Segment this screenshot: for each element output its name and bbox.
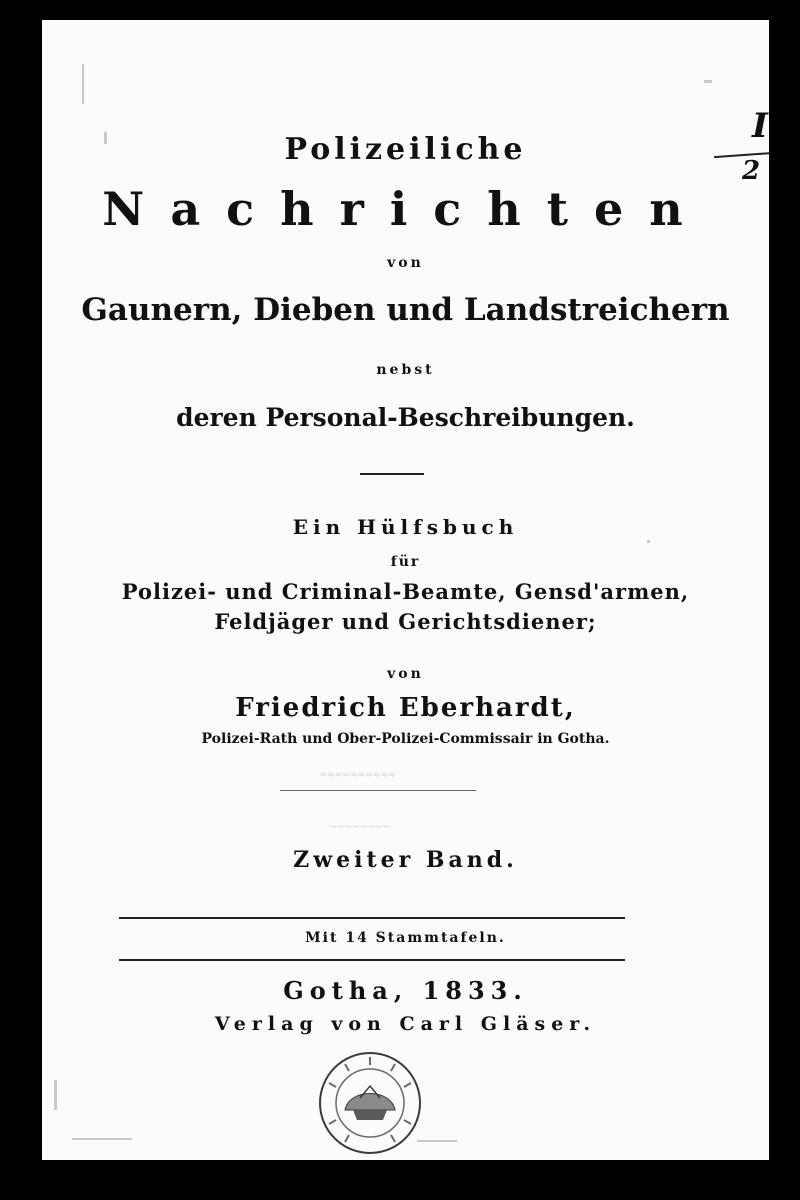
author-von: von [387,666,424,682]
divider-long-top [119,917,625,919]
library-stamp-icon [315,1048,425,1158]
title-line-3: Gaunern, Dieben und Landstreichern [81,292,730,328]
shelfmark-line-1: I [752,106,768,146]
author-name: Friedrich Eberhardt, [235,693,576,723]
subtitle-line-1: Ein Hülfsbuch [292,515,519,539]
faint-ornament: ∼∼∼∼∼∼∼∼ [330,820,391,833]
scan-speck [72,1138,132,1140]
shelfmark-line-2: 2 [742,156,761,186]
plates-note: Mit 14 Stammtafeln. [305,930,506,946]
audience-line-2: Feldjäger und Gerichtsdiener; [214,609,597,634]
audience-line-1: Polizei- und Criminal-Beamte, Gensd'armen, [121,579,690,604]
title-line-1: Polizeiliche [284,132,527,167]
title-line-4: deren Personal-Beschreibungen. [176,403,635,432]
faint-ornament: ≈≈≈≈≈≈≈≈≈≈ [320,768,397,781]
subtitle-line-2: für [390,554,421,570]
publisher: Verlag von Carl Gläser. [214,1013,597,1035]
connector-von: von [387,255,424,271]
divider-long-bottom [119,959,625,961]
scan-speck [704,80,712,83]
author-title: Polizei-Rath und Ober-Polizei-Commissair in Gotha. [201,731,610,747]
volume-label: Zweiter Band. [293,847,518,873]
place-year: Gotha, 1833. [283,976,528,1005]
scan-speck [82,64,84,104]
divider-faint [280,790,476,791]
connector-nebst: nebst [376,362,435,378]
divider-short [360,473,424,475]
scan-speck [54,1080,57,1110]
title-page [42,20,769,1160]
title-line-2: Nachrichten [102,182,709,236]
scan-speck [647,540,650,543]
